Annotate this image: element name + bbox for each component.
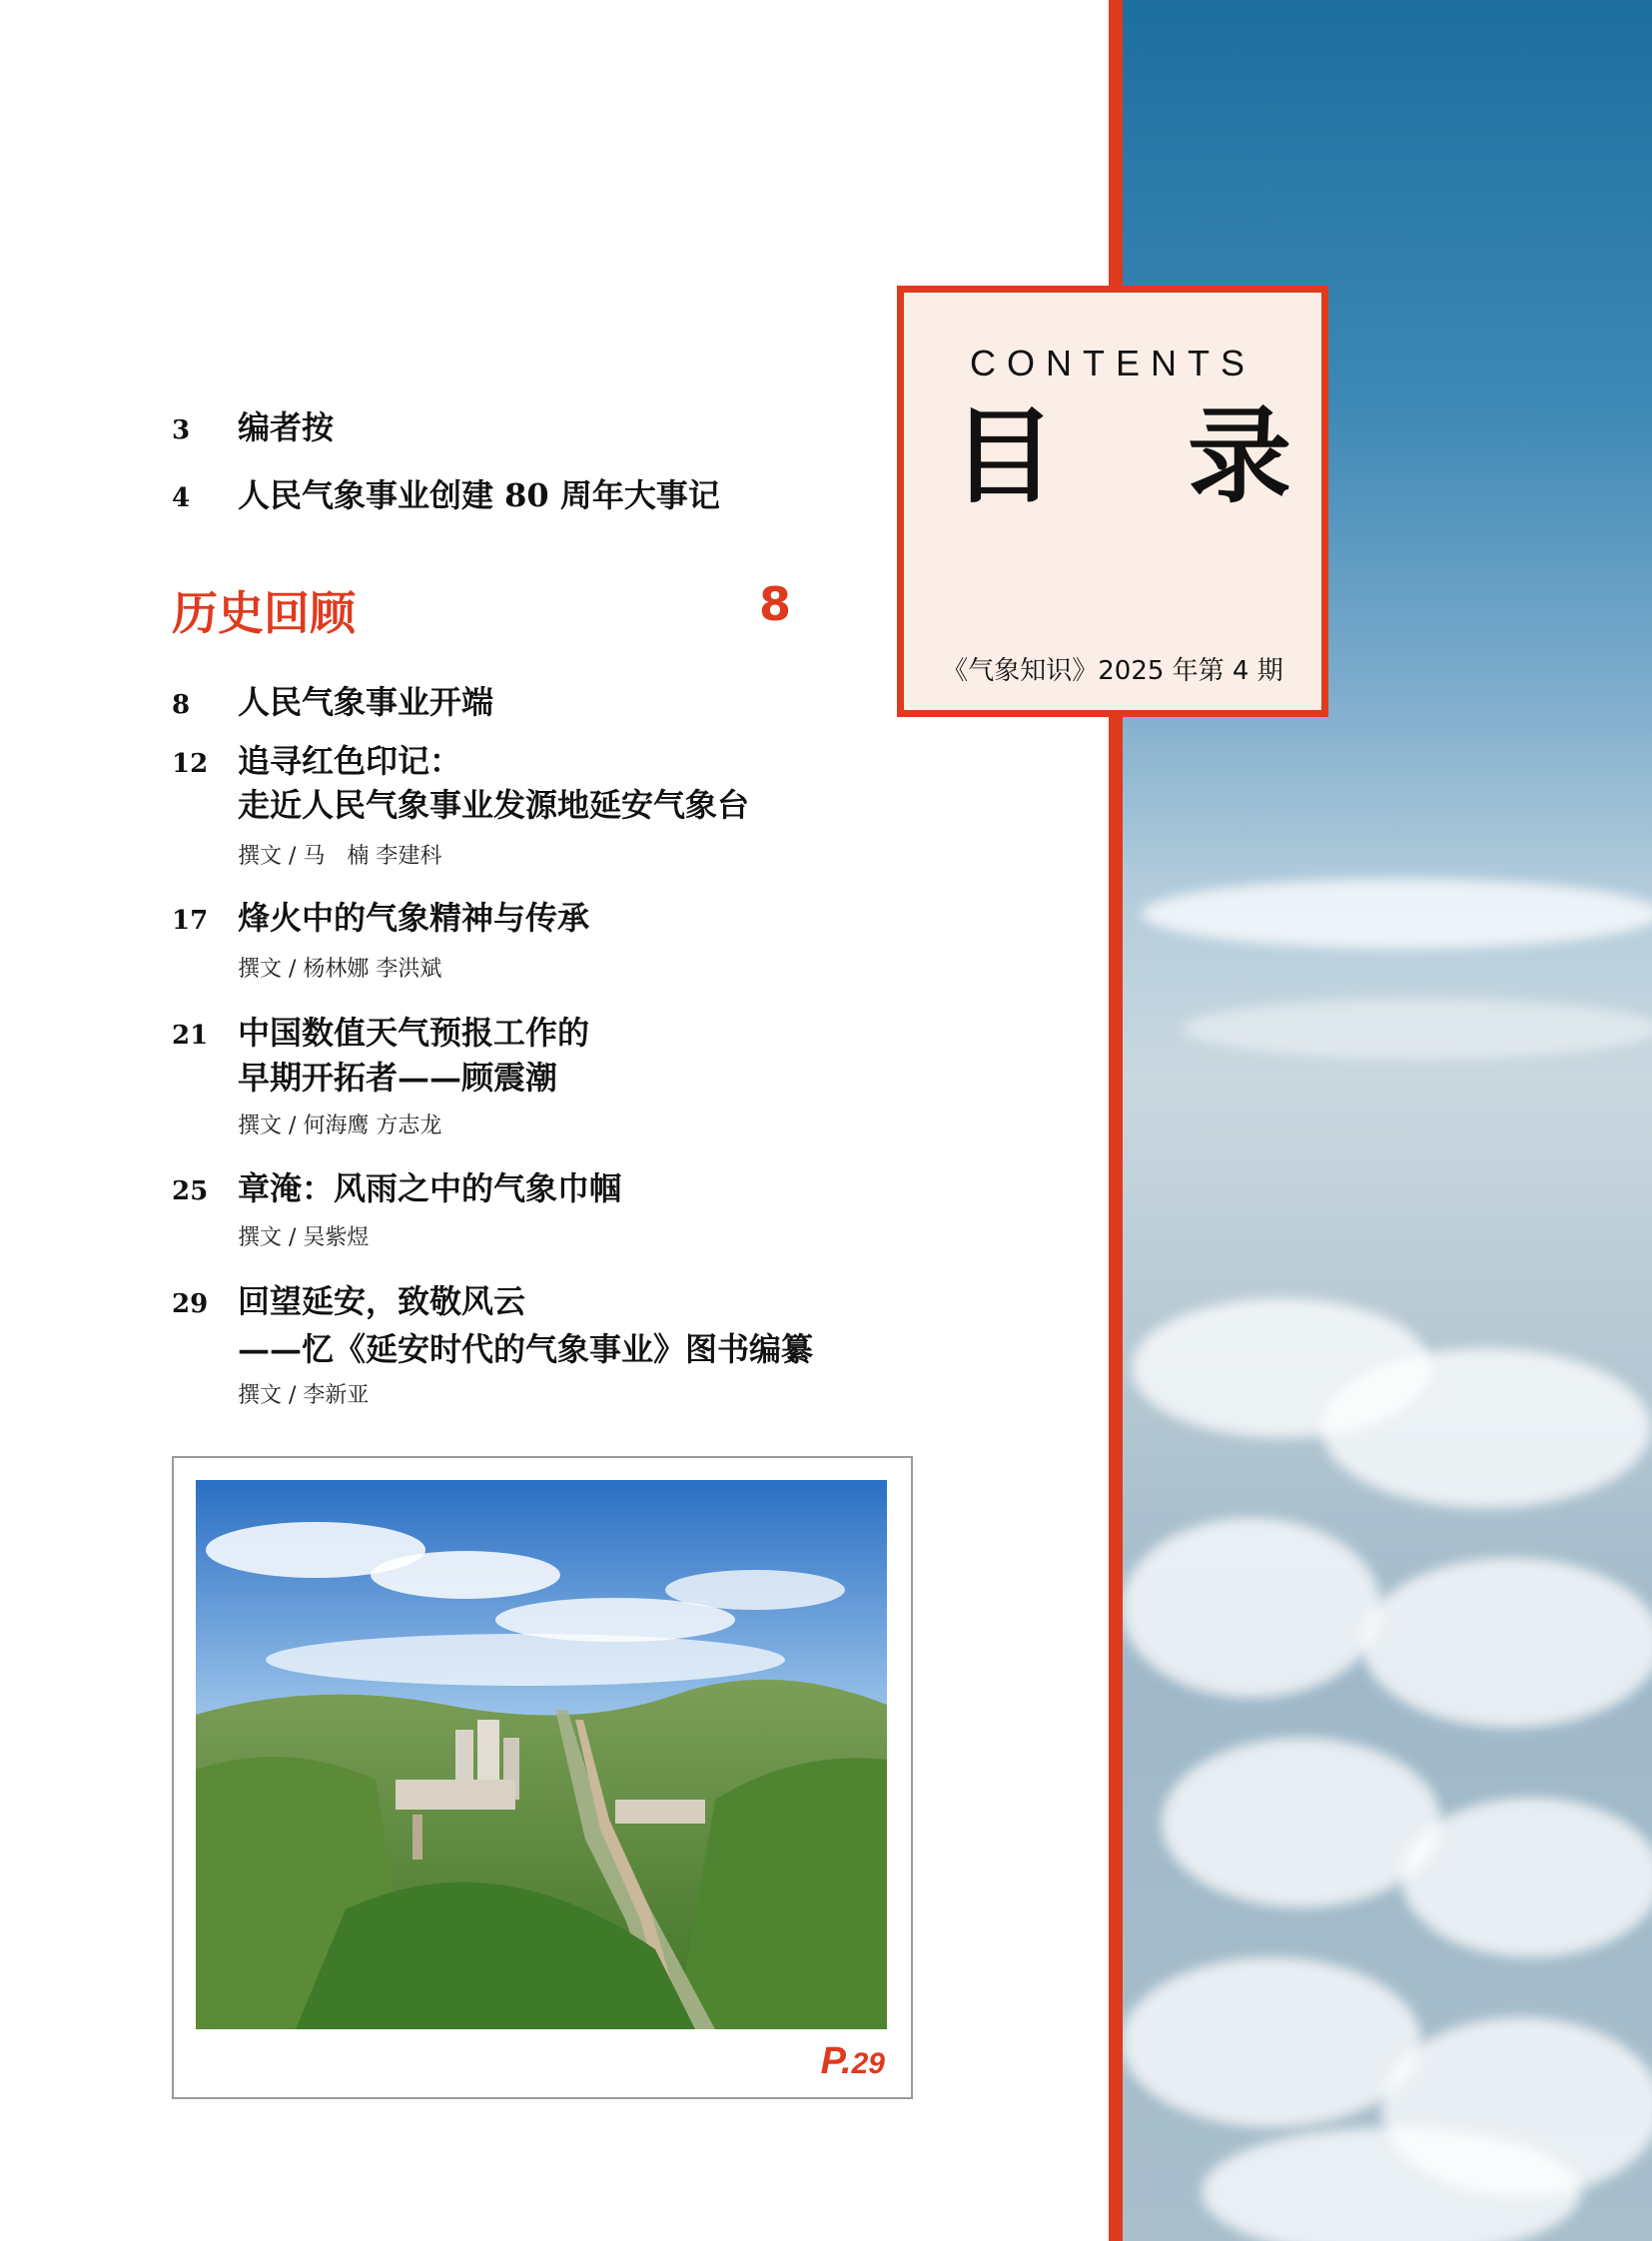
issue-label: 《气象知识》2025 年第 4 期 (942, 656, 1283, 686)
toc-entry[interactable] (172, 738, 461, 784)
toc-entry[interactable] (172, 1010, 589, 1056)
toc-entry[interactable] (172, 1278, 525, 1324)
toc-author: 撰文 / 李新亚 (238, 1383, 370, 1408)
photo-label-prefix: P. (820, 2040, 852, 2082)
section-title: 历史回顾 (172, 586, 356, 640)
photo-page-label (821, 2040, 885, 2083)
toc-title: 人民气象事业创建 80 周年大事记 (238, 476, 720, 514)
contents-title-box (897, 286, 1328, 717)
toc-title: 章淹：风雨之中的气象巾帼 (238, 1169, 622, 1207)
toc-page-number: 8 (172, 690, 191, 720)
toc-author: 撰文 / 杨林娜 李洪斌 (238, 957, 442, 982)
toc-title-line-2: ——忆《延安时代的气象事业》图书编纂 (238, 1330, 814, 1368)
toc-title-line-2: 走近人民气象事业发源地延安气象台 (238, 786, 750, 824)
toc-entry[interactable] (172, 1165, 621, 1211)
toc-title: 人民气象事业开端 (238, 683, 494, 721)
contents-zh-char-1: 目 (952, 395, 1057, 517)
toc-page-number: 21 (172, 1021, 209, 1051)
toc-entry[interactable] (172, 679, 493, 725)
contents-zh-char-2: 录 (1187, 395, 1291, 517)
toc-title: 回望延安，致敬风云 (238, 1282, 526, 1320)
toc-title: 中国数值天气预报工作的 (238, 1014, 590, 1052)
toc-page-number: 25 (172, 1176, 209, 1206)
yanan-city-photo (196, 1480, 887, 2029)
toc-title: 编者按 (238, 408, 335, 446)
toc-title: 追寻红色印记： (238, 742, 462, 780)
toc-page-number: 29 (172, 1289, 209, 1319)
toc-author: 撰文 / 吴紫煜 (238, 1225, 370, 1250)
toc-entry[interactable] (172, 404, 334, 450)
toc-title-line-2: 早期开拓者——顾震潮 (238, 1059, 558, 1097)
toc-entry[interactable] (172, 472, 720, 518)
toc-page-number: 17 (172, 906, 209, 936)
photo-label-page: 29 (851, 2047, 885, 2080)
toc-page-number: 3 (172, 415, 191, 445)
toc-author: 撰文 / 何海鹰 方志龙 (238, 1114, 442, 1138)
toc-title: 烽火中的气象精神与传承 (238, 899, 590, 937)
toc-entry[interactable] (172, 895, 589, 941)
contents-chinese-title (952, 395, 1291, 517)
toc-page-number: 4 (172, 483, 191, 513)
section-page-number: 8 (758, 577, 791, 631)
contents-english-title: CONTENTS (970, 343, 1255, 383)
featured-photo-card[interactable] (172, 1456, 913, 2099)
toc-author: 撰文 / 马 楠 李建科 (238, 844, 442, 869)
section-heading[interactable] (172, 577, 791, 643)
toc-page-number: 12 (172, 749, 209, 779)
